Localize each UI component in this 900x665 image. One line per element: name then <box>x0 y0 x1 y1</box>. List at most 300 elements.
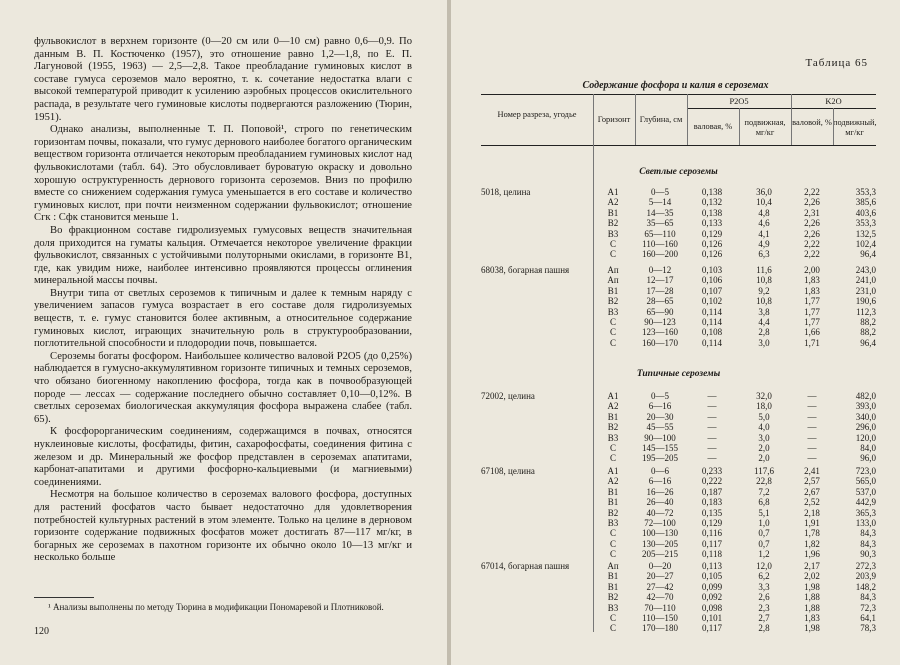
paragraph: К фосфорорганическим соединениям, содержащимся в почвах, относятся нуклеиновые кислоты, фосфатиды, фитин, сахарофосфаты, соединения фитина с железом и др. Минеральный же фосфор представлен в сероземах апатитами, карбонат-апатитами и другими фосфорно-кальциевыми (и магниевыми) соединениями. <box>34 426 412 488</box>
table-row <box>481 218 876 229</box>
table-cell: 2,0 <box>758 453 770 464</box>
table-cell: 2,6 <box>758 592 770 603</box>
table-cell: 10,8 <box>756 296 772 307</box>
table-cell: B1 <box>607 571 619 582</box>
table-cell: 84,0 <box>860 443 876 453</box>
table-cell: — <box>707 411 717 422</box>
table-cell: 0—12 <box>648 265 672 275</box>
table-row <box>481 453 876 464</box>
table-cell: 12,0 <box>756 561 772 571</box>
profile-label: 5018, целина <box>481 187 531 197</box>
table-cell: 170—180 <box>642 623 678 634</box>
table-cell: 110—150 <box>642 613 678 623</box>
header-p2o5: P2O5 <box>729 97 749 106</box>
table-cell: 4,9 <box>758 239 770 249</box>
table-cell: 0,135 <box>701 507 723 518</box>
table-cell: 28—65 <box>646 296 674 307</box>
table-cell: 0—5 <box>651 187 669 197</box>
table-cell: 190,6 <box>855 296 876 307</box>
profile-label: 67108, целина <box>481 466 535 476</box>
left-page <box>0 0 447 665</box>
table-cell: 17—28 <box>646 285 674 296</box>
table-cell: 0,117 <box>702 623 722 634</box>
table-cell: 84,3 <box>860 538 876 549</box>
table-cell: 160—170 <box>642 337 678 348</box>
table-cell: 0,102 <box>701 296 723 307</box>
table-row <box>481 582 876 593</box>
table-cell: 3,8 <box>758 306 770 317</box>
table-cell: 3,0 <box>758 432 770 443</box>
header-horizon: Горизонт <box>597 115 631 124</box>
table-cell: 482,0 <box>855 391 876 401</box>
table-cell: 393,0 <box>855 401 876 412</box>
table-cell: — <box>807 401 817 412</box>
table-row <box>481 518 876 529</box>
paragraph: Сероземы богаты фосфором. Наибольшее количество валовой P2O5 (до 0,25%) наблюдается в гумусно-аккумулятивном горизонте типичных и темных сероземов, что обязано биогенному накоплению фосфора, тогда как в почвообразующей породе — лессах — содержание последнего обычно составляет 0,10—0,12%. В светлых сероземах биологическая аккумуляция фосфора выражена слабее (табл. 65). <box>34 350 412 425</box>
header-section-name: Номер разреза, угодье <box>497 110 577 119</box>
table-cell: 90—123 <box>644 317 676 327</box>
header-sub-rule <box>687 108 876 109</box>
table-cell: 1,77 <box>804 306 820 317</box>
table-cell: 10,8 <box>756 275 772 286</box>
column-rule <box>687 94 688 145</box>
table-row <box>481 307 876 318</box>
table-cell: 2,02 <box>804 571 820 582</box>
table-cell: 0,101 <box>701 613 723 623</box>
table-cell: 145—155 <box>642 443 678 453</box>
table-cell: 0,114 <box>702 317 722 327</box>
table-row <box>481 275 876 286</box>
table-cell: 6—16 <box>648 476 672 487</box>
table-cell: 2,57 <box>804 476 820 487</box>
profile-label: 68038, богарная пашня <box>481 265 570 275</box>
table-row <box>481 571 876 582</box>
table-cell: 0,126 <box>701 239 723 249</box>
table-cell: 365,3 <box>855 507 876 518</box>
left-page-text <box>34 36 412 565</box>
table-row <box>481 265 876 276</box>
table-cell: 6,2 <box>758 571 770 582</box>
table-cell: 6—16 <box>648 401 672 412</box>
table-cell: 1,71 <box>804 337 820 348</box>
header-k2o: K2O <box>825 97 842 106</box>
table-cell: C <box>609 327 616 338</box>
paragraph: Во фракционном составе гидролизуемых гумусовых веществ значительная доля приходится на гуматы кальция. Отмечается некоторое увеличение фракции фульвокислот, связанных с устойчивыми полуторными окислами, в горизонте B1, где, как увидим ниже, наиболее интенсивно проявляются процессы оглинения минеральной массы почвы. <box>34 224 412 287</box>
table-cell: 2,18 <box>804 507 820 518</box>
table-cell: 78,3 <box>860 623 876 634</box>
table-cell: — <box>807 432 817 443</box>
table-cell: 0,117 <box>702 538 722 549</box>
table-cell: 0,129 <box>701 518 723 528</box>
table-cell: 442,9 <box>855 497 876 508</box>
table-cell: 96,4 <box>860 337 876 348</box>
table-cell: 2,26 <box>804 197 820 208</box>
table-cell: 0,126 <box>701 249 723 260</box>
table-cell: 2,26 <box>804 218 820 229</box>
table-row <box>481 561 876 572</box>
table-row <box>481 286 876 297</box>
footnote: ¹ Анализы выполнены по методу Тюрина в модификации Пономаревой и Плотниковой. <box>48 602 384 612</box>
table-cell: — <box>707 443 717 453</box>
table-cell: 1,88 <box>804 602 820 613</box>
table-cell: 110—160 <box>642 239 678 249</box>
table-cell: A2 <box>607 197 619 208</box>
table-cell: 2,0 <box>758 443 770 453</box>
table-cell: 243,0 <box>855 265 876 275</box>
table-cell: 4,1 <box>758 228 770 239</box>
right-page <box>451 0 900 665</box>
table-cell: 1,2 <box>758 549 770 560</box>
table-cell: 32,0 <box>756 391 772 401</box>
table-cell: Aп <box>607 275 619 286</box>
table-cell: 0,183 <box>701 497 723 508</box>
table-cell: 2,8 <box>758 623 770 634</box>
table-cell: B1 <box>607 285 619 296</box>
table-cell: 2,41 <box>804 466 820 476</box>
table-cell: B2 <box>607 592 619 603</box>
table-row <box>481 208 876 219</box>
table-cell: 0,116 <box>702 528 722 539</box>
table-cell: 12—17 <box>646 275 674 286</box>
table-row <box>481 592 876 603</box>
table-row <box>481 412 876 423</box>
table-cell: 90—100 <box>644 432 676 443</box>
table-cell: 2,52 <box>804 497 820 508</box>
table-cell: 0,133 <box>701 218 723 229</box>
table-cell: 0,103 <box>701 265 723 275</box>
table-cell: 35—65 <box>646 218 674 229</box>
table-row <box>481 317 876 328</box>
table-cell: 2,22 <box>804 187 820 197</box>
table-cell: 1,96 <box>804 549 820 560</box>
table-cell: C <box>609 453 616 464</box>
table-cell: 231,0 <box>855 285 876 296</box>
table-cell: 0,138 <box>701 187 723 197</box>
paragraph: Однако анализы, выполненные Т. П. Поповой¹, строго по генетическим горизонтам почвы, показали, что гумус дернового наиболее богатого органическим веществом горизонта отличается некоторым преобладанием гуминовых кислот над фульвокислотами (табл. 64). Это обусловливает буроватую окраску и довольно хорошую оструктуренность дернового горизонта сероземов. Вниз по профилю вместе со снижением содержания гумуса уменьшается в его составе и количество гуминовых кислот, при почти неизменном содержании фульвокислот; отношение Сгк : Сфк становится меньше 1. <box>34 124 412 224</box>
table-label: Таблица 65 <box>805 57 868 69</box>
profile-label: 72002, целина <box>481 391 535 401</box>
column-rule <box>635 94 636 145</box>
table-cell: 0—6 <box>651 466 669 476</box>
table-cell: 353,3 <box>855 187 876 197</box>
table-cell: 88,2 <box>860 327 876 338</box>
table-cell: 0,222 <box>701 476 723 487</box>
column-rule <box>833 108 834 145</box>
table-cell: B2 <box>607 507 619 518</box>
table-row <box>481 327 876 338</box>
table-row <box>481 433 876 444</box>
table-cell: 4,8 <box>758 207 770 218</box>
table-cell: 0,132 <box>701 197 723 208</box>
table-cell: 2,26 <box>804 228 820 239</box>
paragraph: Несмотря на большое количество в сероземах валового фосфора, доступных для растений фосфатов часто бывает недостаточно для удовлетворения потребностей культурных растений в этом элементе. Только на целине в дерновом горизонте содержание подвижных фосфатов может достигать 87—117 мг/кг, в богарных же сероземах в пахотном горизонте их обычно около 10—13 мг/кг и несколько больше <box>34 489 412 564</box>
table-cell: A1 <box>607 187 619 197</box>
section-title: Типичные сероземы <box>636 369 721 379</box>
table-row <box>481 197 876 208</box>
table-cell: 0,7 <box>758 528 770 539</box>
table-cell: B1 <box>607 581 619 592</box>
table-cell: B3 <box>607 602 619 613</box>
header-p-mobile: подвижная, мг/кг <box>744 118 786 137</box>
table-row <box>481 296 876 307</box>
table-cell: 2,22 <box>804 249 820 260</box>
table-cell: — <box>807 422 817 433</box>
table-cell: C <box>609 443 616 453</box>
table-cell: 2,3 <box>758 602 770 613</box>
table-cell: 132,5 <box>855 228 876 239</box>
table-cell: 0,092 <box>701 592 723 603</box>
table-cell: 723,0 <box>855 466 876 476</box>
table-cell: 2,22 <box>804 239 820 249</box>
table-cell: 4,6 <box>758 218 770 229</box>
header-bottom-rule <box>481 145 876 146</box>
table-cell: 6,8 <box>758 497 770 508</box>
table-cell: 385,6 <box>855 197 876 208</box>
table-cell: 120,0 <box>855 432 876 443</box>
table-cell: 0,233 <box>701 466 723 476</box>
table-cell: 84,3 <box>860 528 876 539</box>
table-cell: 65—90 <box>646 306 674 317</box>
table-cell: 353,3 <box>855 218 876 229</box>
table-cell: 133,0 <box>855 518 876 528</box>
table-cell: C <box>609 317 616 327</box>
table-cell: 1,77 <box>804 317 820 327</box>
table-cell: 5,1 <box>758 507 770 518</box>
table-row <box>481 338 876 349</box>
table-cell: C <box>609 249 616 260</box>
table-cell: 84,3 <box>860 592 876 603</box>
header-k-total: валовой, % <box>792 118 832 127</box>
table-cell: 90,3 <box>860 549 876 560</box>
table-cell: Aп <box>607 561 619 571</box>
table-cell: 0,7 <box>758 538 770 549</box>
table-cell: 130—205 <box>642 538 678 549</box>
table-row <box>481 249 876 260</box>
table-row <box>481 508 876 519</box>
table-cell: 1,98 <box>804 581 820 592</box>
column-rule <box>739 108 740 145</box>
paragraph: Внутри типа от светлых сероземов к типичным и далее к темным наряду с увеличением запасов гумуса возрастает в его составе доля гидролизуемых веществ, т. е. гумус становится более активным, а относительное содержание гуминовых кислот, играющих значительную роль в структурообразовании, поглотительной способности и плодородии почв, повышается. <box>34 287 412 350</box>
table-cell: 340,0 <box>855 411 876 422</box>
table-cell: 565,0 <box>855 476 876 487</box>
table-cell: B2 <box>607 218 619 229</box>
table-cell: 272,3 <box>855 561 876 571</box>
table-cell: 537,0 <box>855 486 876 497</box>
table-cell: 1,0 <box>758 518 770 528</box>
table-cell: 1,83 <box>804 275 820 286</box>
table-cell: 20—30 <box>646 411 674 422</box>
table-cell: 0,118 <box>702 549 722 560</box>
table-cell: 0,107 <box>701 285 723 296</box>
table-cell: 96,4 <box>860 249 876 260</box>
table-cell: 70—110 <box>644 602 676 613</box>
table-cell: 65—110 <box>644 228 676 239</box>
profile-label: 67014, богарная пашня <box>481 561 570 571</box>
table-cell: A2 <box>607 401 619 412</box>
section-title: Светлые сероземы <box>639 167 718 177</box>
table-caption: Содержание фосфора и калия в сероземах <box>582 80 769 91</box>
table-cell: B3 <box>607 432 619 443</box>
table-cell: 88,2 <box>860 317 876 327</box>
table-cell: 0,187 <box>701 486 723 497</box>
table-cell: 1,98 <box>804 623 820 634</box>
table-cell: 100—130 <box>642 528 678 539</box>
table-row <box>481 528 876 539</box>
table-row <box>481 443 876 454</box>
table-row <box>481 539 876 550</box>
table-cell: 11,6 <box>756 265 772 275</box>
table-cell: B1 <box>607 207 619 218</box>
table-row <box>481 623 876 634</box>
table-cell: — <box>707 422 717 433</box>
table-cell: 22,8 <box>756 476 772 487</box>
table-cell: 1,83 <box>804 285 820 296</box>
table-cell: 27—42 <box>646 581 674 592</box>
table-cell: B3 <box>607 306 619 317</box>
table-cell: — <box>807 411 817 422</box>
table-cell: 20—27 <box>646 571 674 582</box>
table-cell: 2,17 <box>804 561 820 571</box>
table-cell: 112,3 <box>856 306 876 317</box>
table-row <box>481 549 876 560</box>
table-cell: B2 <box>607 422 619 433</box>
column-rule <box>791 94 792 145</box>
table-row <box>481 422 876 433</box>
table-cell: 195—205 <box>642 453 678 464</box>
table-cell: 1,83 <box>804 613 820 623</box>
table-cell: 1,77 <box>804 296 820 307</box>
table-cell: C <box>609 613 616 623</box>
table-cell: 205—215 <box>642 549 678 560</box>
table-cell: 10,4 <box>756 197 772 208</box>
table-cell: 2,00 <box>804 265 820 275</box>
table-cell: 45—55 <box>646 422 674 433</box>
table-cell: 1,66 <box>804 327 820 338</box>
table-row <box>481 401 876 412</box>
table-cell: — <box>807 443 817 453</box>
table-cell: 102,4 <box>855 239 876 249</box>
table-cell: 4,0 <box>758 422 770 433</box>
table-cell: 0,113 <box>702 561 722 571</box>
table-cell: 9,2 <box>758 285 770 296</box>
paragraph: фульвокислот в верхнем горизонте (0—20 см или 0—10 см) равно 0,6—0,9. По данным В. П. Костюченко (1957), это отношение равно 1,2—1,8, по Е. П. Лагуновой (1955, 1963) — 2,5—2,8. Такое преобладание гуминовых кислот в составе гумуса сероземов мало вероятно, т. к. сочетание недостатка влаги с высокой температурой приводит к усилению аэробных процессов окислительного распада, в результате чего гуминовые кислоты подвергаются разложению (Тюрин, 1951). <box>34 36 412 123</box>
table-cell: 0,114 <box>702 337 722 348</box>
table-row <box>481 391 876 402</box>
table-cell: 36,0 <box>756 187 772 197</box>
table-row <box>481 239 876 250</box>
table-top-rule <box>481 94 876 95</box>
table-cell: 0,106 <box>701 275 723 286</box>
table-row <box>481 487 876 498</box>
table-cell: C <box>609 538 616 549</box>
phosphorus-potassium-table <box>481 94 876 632</box>
table-cell: 0,098 <box>701 602 723 613</box>
table-cell: B2 <box>607 296 619 307</box>
table-cell: 117,6 <box>754 466 774 476</box>
table-cell: 42—70 <box>646 592 674 603</box>
table-cell: C <box>609 623 616 634</box>
table-cell: 2,7 <box>758 613 770 623</box>
table-cell: 1,78 <box>804 528 820 539</box>
page-number: 120 <box>34 626 49 637</box>
table-cell: 0—20 <box>648 561 672 571</box>
table-cell: 7,2 <box>758 486 770 497</box>
table-row <box>481 476 876 487</box>
table-cell: 296,0 <box>855 422 876 433</box>
table-cell: 0,114 <box>702 306 722 317</box>
header-p-total: валовая, % <box>693 122 733 131</box>
table-cell: A2 <box>607 476 619 487</box>
table-cell: 0—5 <box>651 391 669 401</box>
table-row <box>481 497 876 508</box>
table-cell: 2,31 <box>804 207 820 218</box>
table-cell: 0,099 <box>701 581 723 592</box>
table-cell: — <box>707 391 717 401</box>
table-cell: 5,0 <box>758 411 770 422</box>
table-cell: 2,8 <box>758 327 770 338</box>
table-cell: 72—100 <box>644 518 676 528</box>
table-cell: — <box>707 432 717 443</box>
table-cell: B3 <box>607 228 619 239</box>
table-cell: 2,67 <box>804 486 820 497</box>
table-cell: — <box>807 453 817 464</box>
header-k-mobile: подвижный, мг/кг <box>833 118 877 137</box>
table-cell: 1,82 <box>804 538 820 549</box>
table-cell: A1 <box>607 466 619 476</box>
table-cell: 203,9 <box>855 571 876 582</box>
table-cell: 14—35 <box>646 207 674 218</box>
table-cell: 0,138 <box>701 207 723 218</box>
table-cell: 18,0 <box>756 401 772 412</box>
table-row <box>481 187 876 198</box>
table-cell: B3 <box>607 518 619 528</box>
table-row <box>481 613 876 624</box>
table-cell: C <box>609 239 616 249</box>
table-cell: 4,4 <box>758 317 770 327</box>
table-cell: B1 <box>607 497 619 508</box>
table-cell: A1 <box>607 391 619 401</box>
table-cell: — <box>707 401 717 412</box>
table-cell: 148,2 <box>855 581 876 592</box>
table-cell: 1,91 <box>804 518 820 528</box>
table-cell: 72,3 <box>860 602 876 613</box>
table-cell: 123—160 <box>642 327 678 338</box>
table-cell: — <box>707 453 717 464</box>
table-cell: 160—200 <box>642 249 678 260</box>
table-cell: 64,1 <box>860 613 876 623</box>
table-cell: — <box>807 391 817 401</box>
table-cell: 3,0 <box>758 337 770 348</box>
table-cell: 1,88 <box>804 592 820 603</box>
table-cell: 40—72 <box>646 507 674 518</box>
table-cell: C <box>609 337 616 348</box>
table-cell: 0,108 <box>701 327 723 338</box>
table-cell: 0,105 <box>701 571 723 582</box>
table-cell: 5—14 <box>648 197 672 208</box>
table-cell: 403,6 <box>855 207 876 218</box>
table-row <box>481 229 876 240</box>
table-cell: B1 <box>607 411 619 422</box>
table-cell: C <box>609 528 616 539</box>
table-row <box>481 466 876 477</box>
table-cell: 241,0 <box>855 275 876 286</box>
table-cell: B1 <box>607 486 619 497</box>
table-cell: 3,3 <box>758 581 770 592</box>
table-row <box>481 603 876 614</box>
table-cell: C <box>609 549 616 560</box>
table-cell: 16—26 <box>646 486 674 497</box>
table-cell: Aп <box>607 265 619 275</box>
